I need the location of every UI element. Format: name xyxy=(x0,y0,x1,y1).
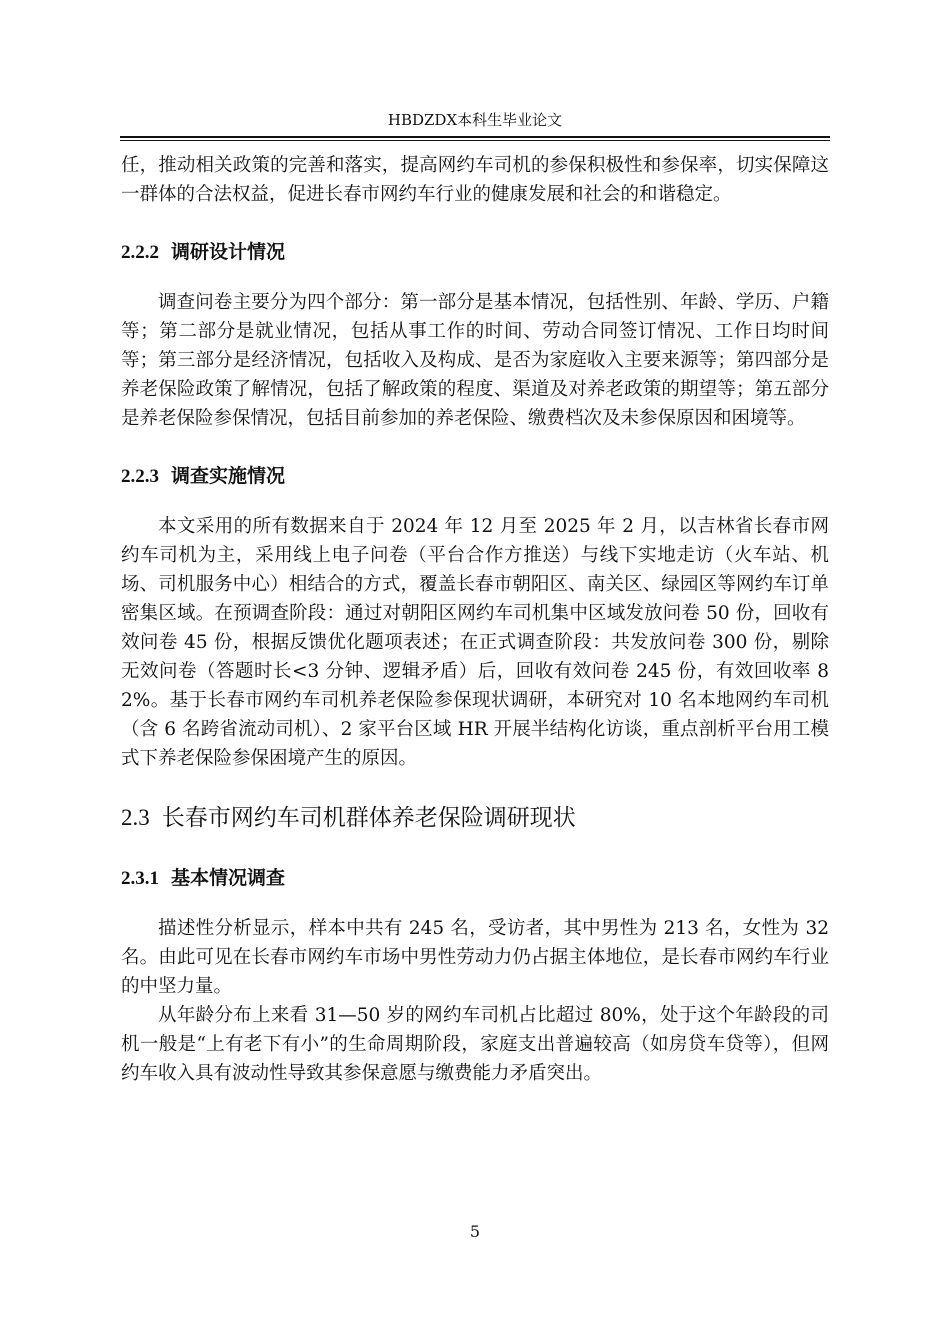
intro-paragraph: 任，推动相关政策的完善和落实，提高网约车司机的参保积极性和参保率，切实保障这一群体的合法权益，促进长春市网约车行业的健康发展和社会的和谐稳定。 xyxy=(121,155,829,205)
page-number: 5 xyxy=(469,1222,481,1241)
heading-title: 调查实施情况 xyxy=(171,465,286,487)
header-rule-thick xyxy=(120,136,830,138)
heading-number: 2.2.3 xyxy=(121,466,159,487)
heading-number: 2.3.1 xyxy=(121,868,159,889)
heading-number: 2.2.2 xyxy=(121,242,159,263)
heading-number: 2.3 xyxy=(121,805,150,830)
heading-2-3 xyxy=(121,803,829,833)
page-body xyxy=(121,150,829,1088)
paragraph-2-3-1-a: 描述性分析显示，样本中共有 245 名，受访者，其中男性为 213 名，女性为 32 名。由此可见在长春市网约车市场中男性劳动力仍占据主体地位，是长春市网约车行业的中坚力量。 xyxy=(121,918,829,997)
page-header: HBDZDX本科生毕业论文 xyxy=(387,111,563,129)
heading-title: 基本情况调查 xyxy=(171,867,286,889)
heading-2-2-2 xyxy=(121,239,829,266)
heading-2-3-1 xyxy=(121,865,829,892)
heading-title: 长春市网约车司机群体养老保险调研现状 xyxy=(161,805,576,831)
header-rule-thin xyxy=(120,140,830,141)
paragraph-2-2-3: 本文采用的所有数据来自于 2024 年 12 月至 2025 年 2 月，以吉林省长春市网约车司机为主，采用线上电子问卷（平台合作方推送）与线下实地走访（火车站、机场、司机服务中心）相结合的方式，覆盖长春市朝阳区、南关区、绿园区等网约车订单密集区域。在预调查阶段：通过对朝阳区网约车司机集中区域发放问卷 50 份，回收有效问卷 45 份，根据反馈优化题项表述；在正式调查阶段：共发放问卷 300 份，剔除无效问卷（答题时长<3 分钟、逻辑矛盾）后，回收有效问卷 245 份，有效回收率 82%。基于长春市网约车司机养老保险参保现状调研，本研究对 10 名本地网约车司机（含 6 名跨省流动司机）、2 家平台区域 HR 开展半结构化访谈，重点剖析平台用工模式下养老保险参保困境产生的原因。 xyxy=(121,516,829,769)
heading-title: 调研设计情况 xyxy=(171,241,286,263)
heading-2-2-3 xyxy=(121,463,829,490)
paragraph-2-2-2: 调查问卷主要分为四个部分：第一部分是基本情况，包括性别、年龄、学历、户籍等；第二部分是就业情况，包括从事工作的时间、劳动合同签订情况、工作日均时间等；第三部分是经济情况，包括收入及构成、是否为家庭收入主要来源等；第四部分是养老保险政策了解情况，包括了解政策的程度、渠道及对养老政策的期望等；第五部分是养老保险参保情况，包括目前参加的养老保险、缴费档次及未参保原因和困境等。 xyxy=(121,292,829,429)
paragraph-2-3-1-b: 从年龄分布上来看 31—50 岁的网约车司机占比超过 80%，处于这个年龄段的司机一般是“上有老下有小”的生命周期阶段，家庭支出普遍较高（如房贷车贷等），但网约车收入具有波动性导致其参保意愿与缴费能力矛盾突出。 xyxy=(121,1005,829,1084)
